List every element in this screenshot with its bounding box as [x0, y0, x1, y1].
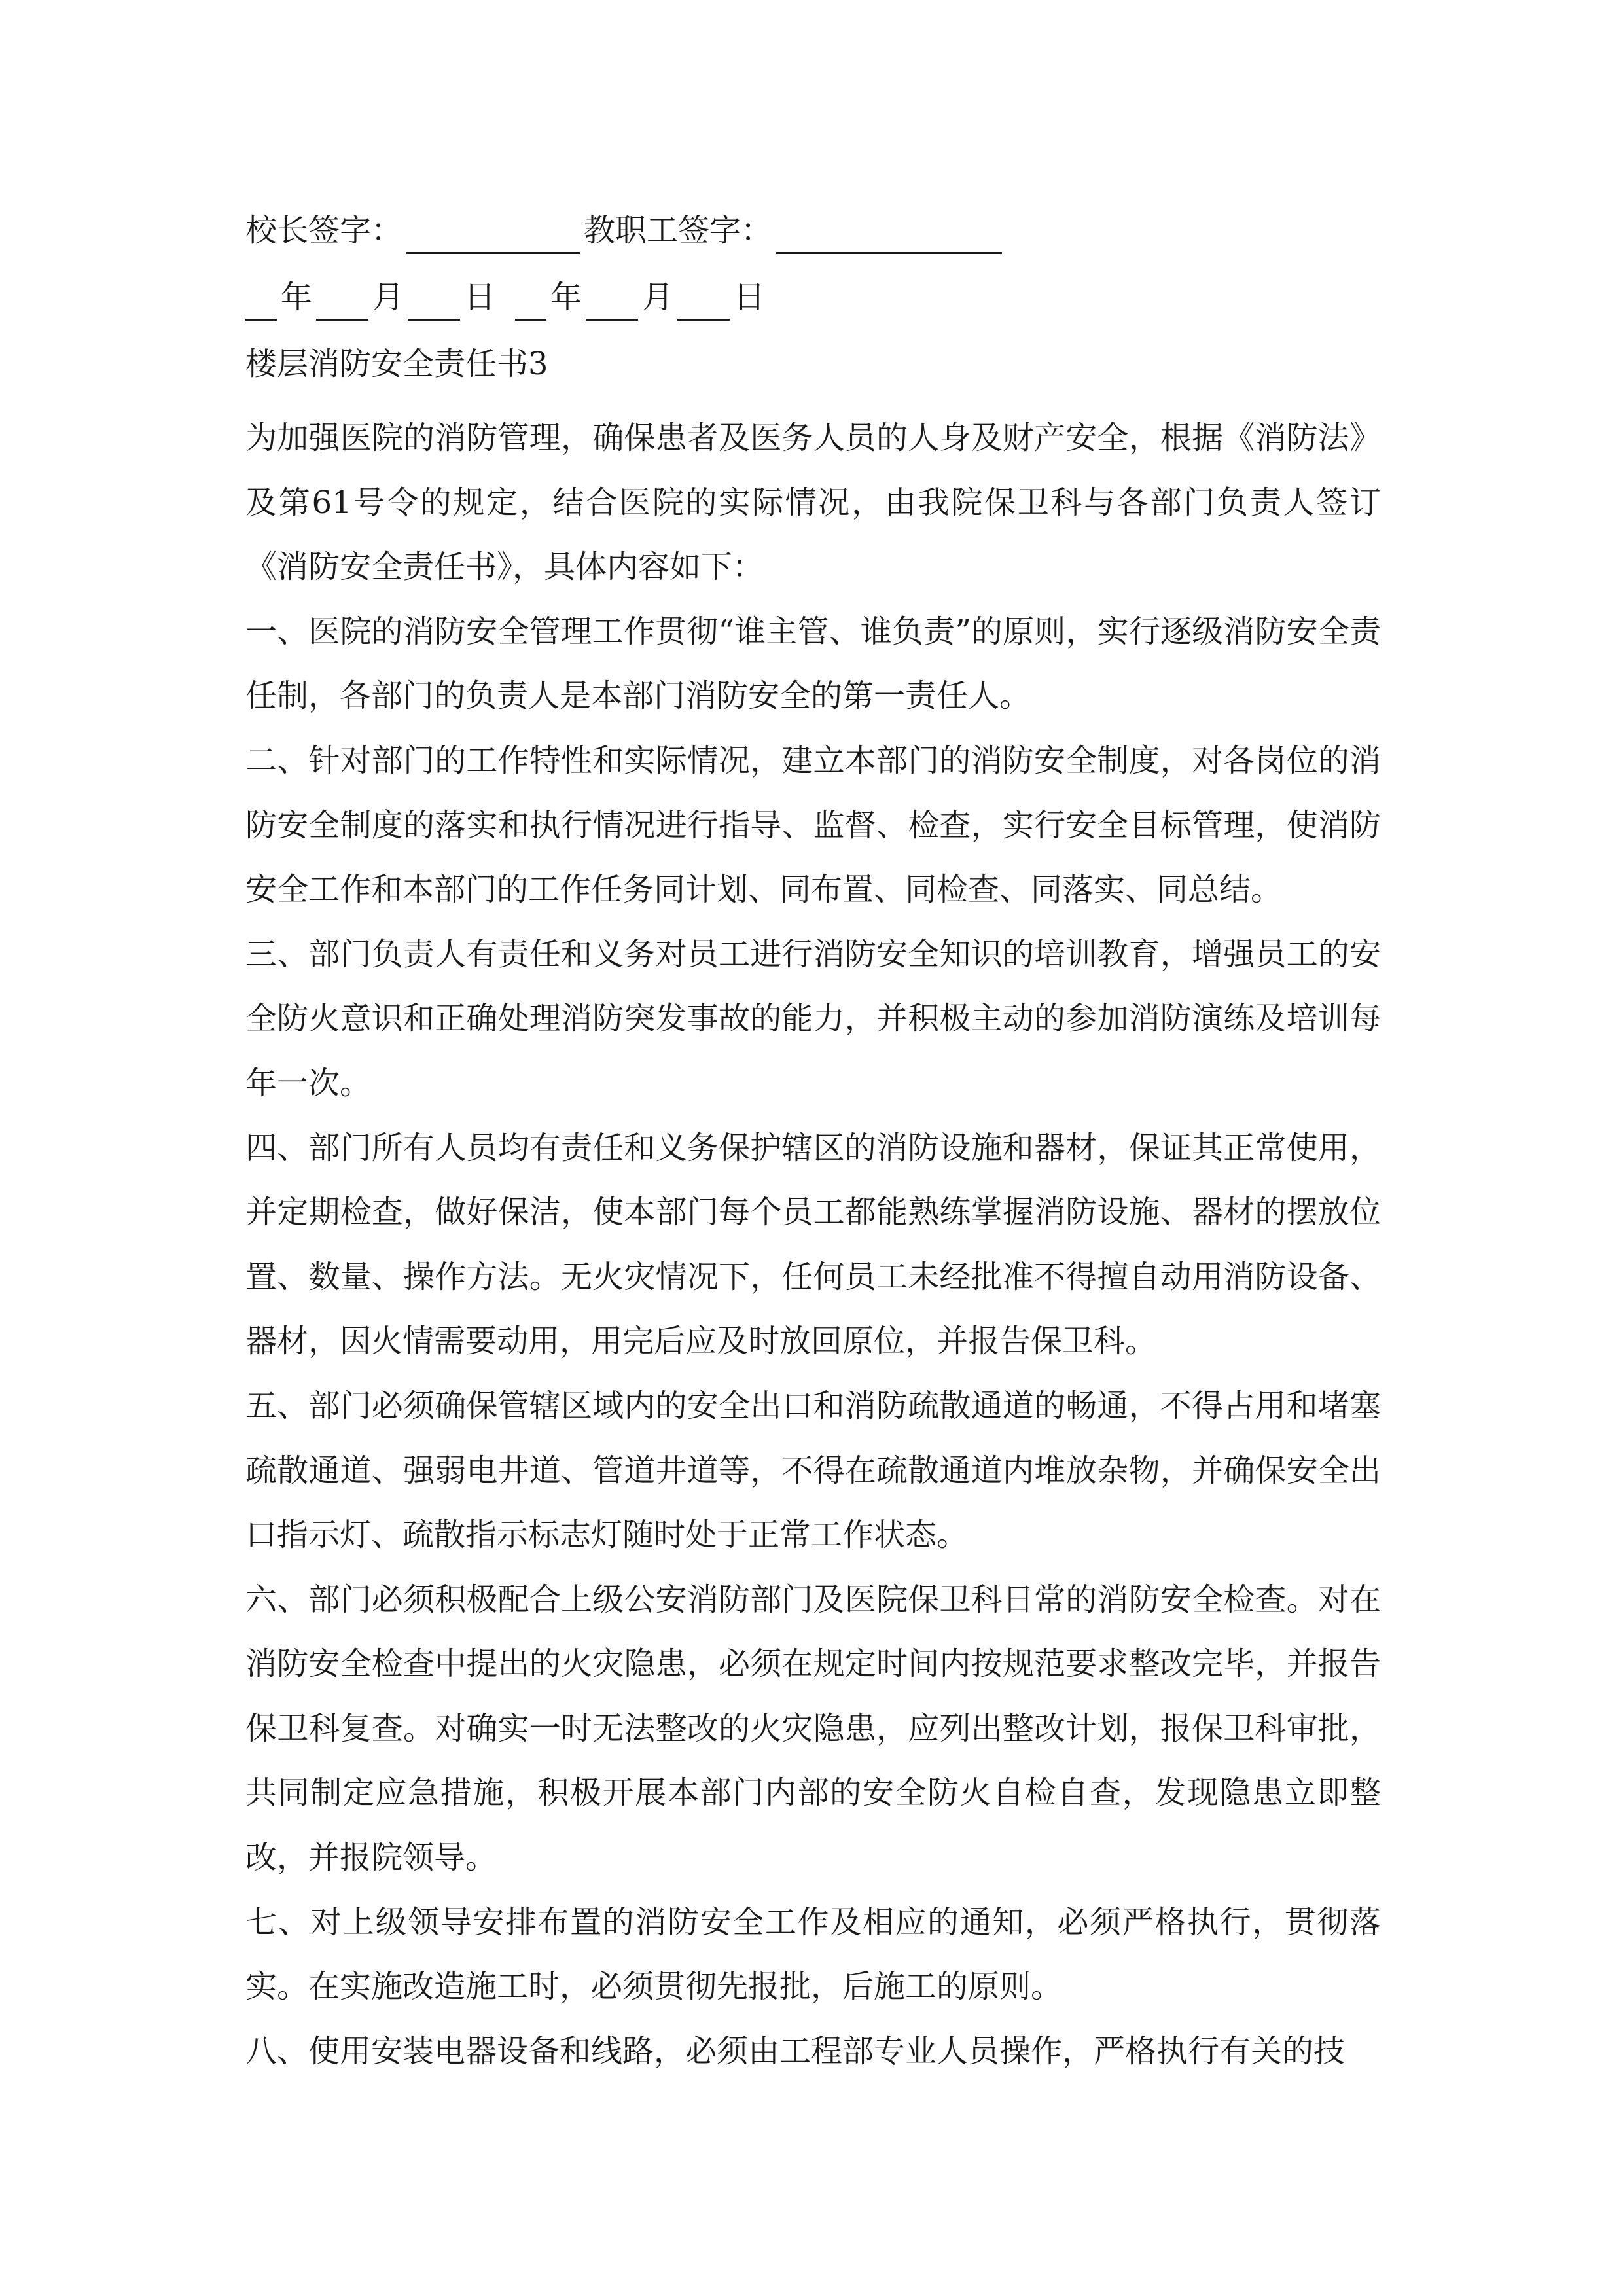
month-blank [316, 282, 368, 321]
clause-2-paragraph: 二、针对部门的工作特性和实际情况，建立本部门的消防安全制度，对各岗位的消防安全制度的落实和执行情况进行指导、监督、检查，实行安全目标管理，使消防安全工作和本部门的工作任务同计划、同布置、同检查、同落实、同总结。 [245, 742, 1381, 908]
signature-line [245, 207, 1381, 254]
day-blank-2 [677, 282, 730, 321]
clause-8-paragraph: 八、使用安装电器设备和线路，必须由工程部专业人员操作，严格执行有关的技 [245, 2032, 1346, 2070]
day-label: 日 [464, 279, 496, 315]
day-label-2: 日 [734, 279, 766, 315]
clause-7-paragraph: 七、对上级领导安排布置的消防安全工作及相应的通知，必须严格执行，贯彻落实。在实施改造施工时，必须贯彻先报批，后施工的原则。 [245, 1903, 1381, 2005]
day-blank [408, 282, 460, 321]
clause-3-paragraph: 三、部门负责人有责任和义务对员工进行消防安全知识的培训教育，增强员工的安全防火意识和正确处理消防突发事故的能力，并积极主动的参加消防演练及培训每年一次。 [245, 935, 1381, 1102]
document-title: 楼层消防安全责任书3 [245, 346, 548, 382]
date-line [245, 274, 1381, 321]
month-label: 月 [372, 279, 404, 315]
principal-signature-label: 校长签字： [245, 212, 403, 249]
document-body [245, 207, 1381, 2083]
month-label-2: 月 [642, 279, 674, 315]
staff-signature-label: 教职工签字： [584, 212, 773, 249]
clause-6-paragraph: 六、部门必须积极配合上级公安消防部门及医院保卫科日常的消防安全检查。对在消防安全检查中提出的火灾隐患，必须在规定时间内按规范要求整改完毕，并报告保卫科复查。对确实一时无法整改的火灾隐患，应列出整改计划，报保卫科审批，共同制定应急措施，积极开展本部门内部的安全防火自检自查，发现隐患立即整改，并报院领导。 [245, 1581, 1381, 1876]
clause-5-paragraph: 五、部门必须确保管辖区域内的安全出口和消防疏散通道的畅通，不得占用和堵塞疏散通道、强弱电井道、管道井道等，不得在疏散通道内堆放杂物，并确保安全出口指示灯、疏散指示标志灯随时处于正常工作状态。 [245, 1387, 1381, 1554]
month-blank-2 [586, 282, 638, 321]
staff-signature-blank [776, 215, 1002, 254]
year-blank [245, 282, 277, 321]
year-label: 年 [281, 279, 313, 315]
intro-paragraph: 为加强医院的消防管理，确保患者及医务人员的人身及财产安全，根据《消防法》及第61号令的规定，结合医院的实际情况，由我院保卫科与各部门负责人签订《消防安全责任书》，具体内容如下： [245, 420, 1381, 586]
principal-signature-blank [406, 215, 580, 254]
year-label-2: 年 [550, 279, 582, 315]
clause-4-paragraph: 四、部门所有人员均有责任和义务保护辖区的消防设施和器材，保证其正常使用，并定期检查，做好保洁，使本部门每个员工都能熟练掌握消防设施、器材的摆放位置、数量、操作方法。无火灾情况下，任何员工未经批准不得擅自动用消防设备、器材，因火情需要动用，用完后应及时放回原位，并报告保卫科。 [245, 1129, 1381, 1360]
year-blank-2 [515, 282, 546, 321]
clause-1-paragraph: 一、医院的消防安全管理工作贯彻“谁主管、谁负责”的原则，实行逐级消防安全责任制，各部门的负责人是本部门消防安全的第一责任人。 [245, 613, 1381, 715]
